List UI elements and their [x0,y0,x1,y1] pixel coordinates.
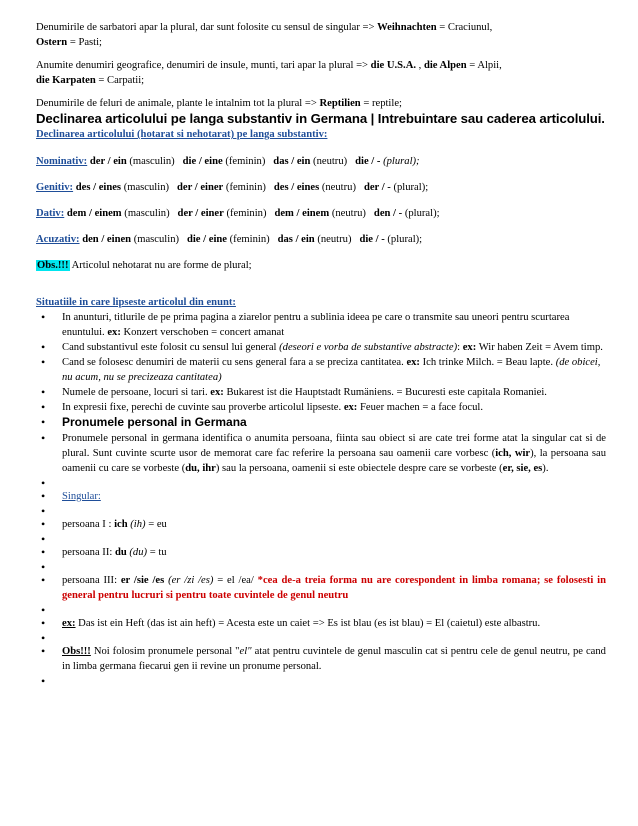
list-item [62,355,606,385]
term: er /sie /es [120,575,165,586]
list-item-empty [62,504,606,517]
obs-highlight: Obs.!!! [37,260,69,271]
text: Das ist ein Heft (das ist ain heft) = Acesta este un caiet => Es ist blau (es ist blau) = El (caietul) este albastru. [75,618,541,629]
case-dativ [36,206,606,221]
article: des / eines [273,182,320,193]
gender: (masculin) [126,156,175,167]
article: die / - [359,234,385,245]
gender: (plural); [390,182,429,193]
situations-title: Situatiile in care lipseste articolul din enunt: [36,297,236,308]
obs-label: Obs!!! [62,646,91,657]
text: = eu [145,519,167,530]
text: Noi folosim pronumele personal " [90,646,240,657]
term: die Karpaten [36,75,96,86]
article: die / eine [186,234,227,245]
text: ), la persoana sau oamenii cu care se vorbeste ( [62,448,606,474]
text: Feuer machen = a face focul. [357,402,484,413]
term: die U.S.A. [370,60,416,71]
text: Ich trinke Milch. = Beau lapte. [419,357,556,368]
text: Denumirile de feluri de animale, plante le intalnim tot la plural => [36,98,320,109]
paragraph-holidays [36,20,606,50]
pronoun-heading: Pronumele personal in Germana [62,415,247,429]
list-item [62,644,606,674]
gender: (feminin) [223,182,266,193]
term: du [114,547,127,558]
term: die Alpen [423,60,467,71]
case-label: Acuzativ: [36,234,80,245]
list-item [62,310,606,340]
list-item-empty [62,603,606,616]
text: Articolul nehotarat nu are forme de plural; [69,260,252,271]
gender: (masculin) [121,208,170,219]
article: der / ein [89,156,127,167]
list-item [62,340,606,355]
article: das / ein [273,156,311,167]
ex-label: ex: [107,327,121,338]
gender: (feminin) [223,208,267,219]
text: Numele de persoane, locuri si tari. [62,387,211,398]
case-label: Dativ: [36,208,65,219]
list-item [62,573,606,603]
document-page [36,20,606,687]
text: Konzert verschoben = concert amanat [120,327,285,338]
text: Anumite denumiri geografice, denumiri de insule, munti, tari apar la plural => [36,60,371,71]
text: = Pasti; [67,37,103,48]
article: das / ein [277,234,315,245]
text: Bukarest ist die Hauptstadt Rumäniens. = Bucuresti este capitala Romaniei. [223,387,547,398]
text: = el /ea/ [213,575,258,586]
list-item-empty [62,560,606,573]
list-item [62,431,606,476]
case-nominativ [36,154,606,169]
list-item [62,616,606,631]
obs-note [36,258,606,273]
list-item [62,415,606,431]
gender: (masculin) [121,182,170,193]
term: ich [114,519,128,530]
text: persoana III: [62,575,121,586]
gender: (plural); [380,156,420,167]
text: ) sau la persoana, oamenii si este obiectele despre care se vorbeste ( [215,463,503,474]
text: = Craciunul, [436,22,493,33]
list-item-empty [62,532,606,545]
text: ). [542,463,549,474]
text: persoana II: [62,547,115,558]
list-item [62,489,606,504]
article: dem / einem [274,208,330,219]
ex-label: ex: [406,357,420,368]
text: Wir haben Zeit = Avem timp. [476,342,603,353]
article: den / einen [82,234,132,245]
text: (er /zi /es) [164,575,214,586]
gender: (feminin) [227,234,270,245]
text: Denumirile de sarbatori apar la plural, dar sunt folosite cu sensul de singular => [36,22,378,33]
text: Pronumele personal in germana identifica o anumita persoana, fiinta sau obiect si are cate trei forme atat la singular cat si de plural. Sunt cuvinte scurte usor de memorat care fac referire la persoana sau oamenii care vorbesc ( [62,433,606,459]
article: des / eines [75,182,122,193]
text: atat pentru cuvintele de genul masculin cat si pentru cele de genul neutru, pe cand in limba germana fiecarui gen ii revine un pronume personal. [62,646,606,672]
article: die / - [355,156,381,167]
singular-label: Singular: [62,491,101,502]
list-item-empty [62,631,606,644]
term: Weihnachten [377,22,437,33]
list-item [62,385,606,400]
case-genitiv [36,180,606,195]
article: der / einer [176,182,224,193]
text: In expresii fixe, perechi de cuvinte sau proverbe articolul lipseste. [62,402,344,413]
article: die / eine [182,156,223,167]
case-label: Genitiv: [36,182,74,193]
text: In anunturi, titlurile de pe prima pagina a ziarelor pentru a sublinia ideea pe care o transmite sau uneori pentru scurtarea enuntului. [62,312,570,338]
text: : [457,342,463,353]
paragraph-animals [36,96,606,111]
gender: (feminin) [222,156,266,167]
gender: (neutru) [329,208,366,219]
term: Reptilien [319,98,361,109]
section-heading: Declinarea articolului pe langa substantiv in Germana | Intrebuintare sau caderea articolului. [36,111,605,126]
red-note: *cea de-a treia forma nu are corespondent in limba romana; se folosesti in general pentru lucruri si pentru toate cuvintele de genul neutru [62,575,606,601]
term: du, ihr [185,463,216,474]
case-acuzativ [36,232,606,247]
text: = tu [147,547,167,558]
text: el" [239,646,252,657]
gender: (neutru) [314,234,352,245]
text: = Carpatii; [95,75,145,86]
text: (ih) [127,519,146,530]
bullet-list [36,310,606,687]
text: (de obicei, nu acum, nu se precizeaza cantitatea) [62,357,601,383]
gender: (plural); [402,208,440,219]
article: der / einer [177,208,224,219]
article: dem / einem [66,208,122,219]
subheading: Declinarea articolului (hotarat si nehotarat) pe langa substantiv: [36,129,328,140]
gender: (neutru) [310,156,348,167]
ex-label: ex: [343,402,358,413]
gender: (plural); [384,234,423,245]
ex-label: ex: [462,342,477,353]
text: persoana I : [62,519,115,530]
text: = Alpii, [466,60,502,71]
text: Cand substantivul este folosit cu sensul lui general [62,342,280,353]
list-item-empty [62,476,606,489]
term: Ostern [36,37,68,48]
gender: (masculin) [131,234,180,245]
article: den / - [373,208,403,219]
text: Cand se folosesc denumiri de materii cu sens general fara a se preciza cantitatea. [62,357,407,368]
text: (du) [126,547,148,558]
text: , [416,60,424,71]
list-item-empty [62,674,606,687]
list-item [62,517,606,532]
list-item [62,545,606,560]
term: er, sie, es [502,463,543,474]
term: ich, wir [495,448,531,459]
text: = reptile; [360,98,402,109]
ex-label: ex: [62,618,76,629]
list-item [62,400,606,415]
paragraph-geography [36,58,606,88]
gender: (neutru) [319,182,356,193]
text: (deseori e vorba de substantive abstracte) [279,342,458,353]
case-label: Nominativ: [36,156,88,167]
ex-label: ex: [210,387,224,398]
article: der / - [363,182,391,193]
